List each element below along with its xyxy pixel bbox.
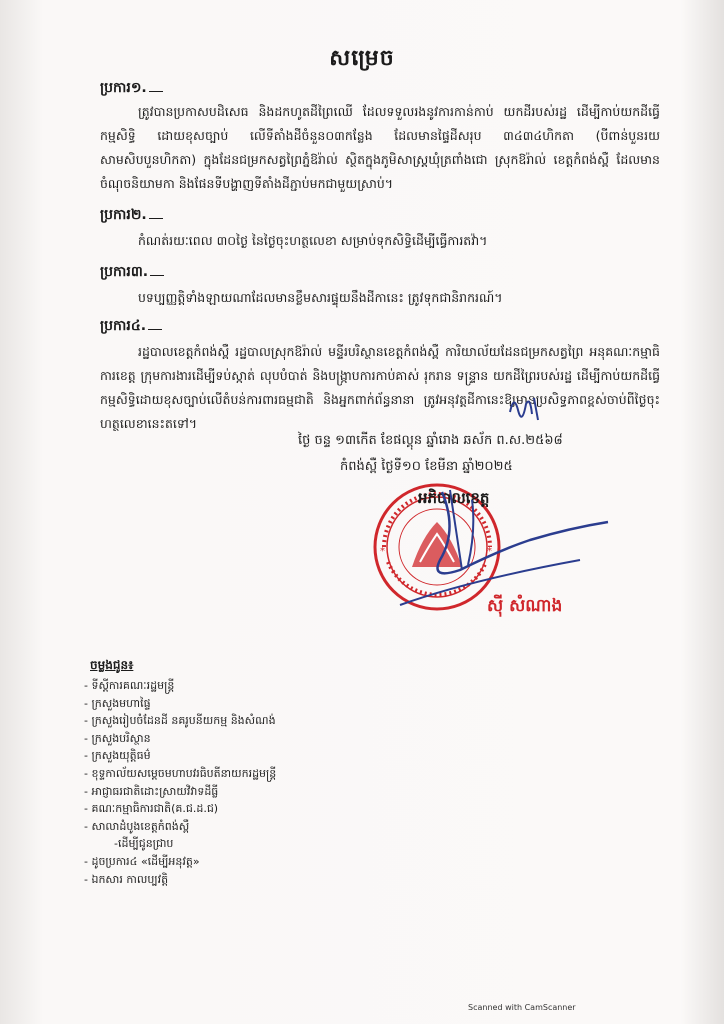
- article-1-label: ប្រការ១.: [100, 78, 163, 99]
- cc-item: - ដើម្បីជូនជ្រាប: [84, 835, 276, 853]
- governor-title: អភិបាលខេត្ត: [418, 489, 490, 507]
- article-4-text: រដ្ឋបាលខេត្តកំពង់ស្ពឺ រដ្ឋបាលស្រុកឱរ៉ាល់ មន្ទីរបរិស្ថានខេត្តកំពង់ស្ពឺ ការិយាល័យដែនជម្រកសត្វព្រៃ អនុគណៈកម្មាធិការខេត្ត ក្រុមការងារដើម្បីទប់ស្កាត់ លុបបំបាត់ និងបង្ក្រាបការកាប់គាស់ រុករាន ទន្ទ្រាន យកដីព្រៃរបស់រដ្ឋ ដើម្បីកាប់យកដីធ្វើកម្មសិទ្ធិដោយខុសច្បាប់លើតំបន់ការពារធម្មជាតិ និងអ្នកពាក់ព័ន្ធនានា ត្រូវអនុវត្តដីកានេះឱ្យមានប្រសិទ្ធភាពខ្ពស់ចាប់ពីថ្ងៃចុះហត្ថលេខានេះតទៅ។: [100, 344, 660, 431]
- cc-item: - ឯកសារ កាលប្បវត្តិ: [84, 871, 276, 889]
- cc-item: - ដូចប្រការ៤ «ដើម្បីអនុវត្ត»: [84, 853, 276, 871]
- article-3-label: ប្រការ៣.: [100, 262, 164, 283]
- article-1-text: ត្រូវបានប្រកាសបដិសេធ និងដកហូតដីព្រៃឈើ ដែលទទួលរងនូវការកាន់កាប់ យកដីរបស់រដ្ឋ ដើម្បីកាប់យកដីធ្វើកម្មសិទ្ធិ ដោយខុសច្បាប់ លើទីតាំងដីចំនួន០៣កន្លែង ដែលមានផ្ទៃដីសរុប ៣៤៣៤ហិកតា (បីពាន់បួនរយសាមសិបបួនហិកតា) ក្នុងដែនជម្រកសត្វព្រៃភ្នំឱរ៉ាល់ ស្ថិតក្នុងភូមិសាស្ត្រឃុំត្រពាំងជោ ស្រុកឱរ៉ាល់ ខេត្តកំពង់ស្ពឺ ដែលមានចំណុចនិយាមកា និងផែនទីបង្ហាញទីតាំងដីភ្ជាប់មកជាមួយស្រាប់។: [100, 104, 660, 191]
- governor-name: ស៊ី សំណាង: [487, 596, 563, 616]
- cc-item: - ក្រសួងរៀបចំដែនដី នគរូបនីយកម្ម និងសំណង់: [84, 712, 276, 730]
- cc-item: - អាជ្ញាធរជាតិដោះស្រាយវិវាទដីធ្លី: [84, 783, 276, 801]
- svg-text:*: *: [487, 546, 492, 557]
- cc-item: - ទីស្តីការគណៈរដ្ឋមន្ត្រី: [84, 677, 276, 695]
- article-2-label: ប្រការ២.: [100, 205, 163, 226]
- article-3-text: បទប្បញ្ញត្តិទាំងឡាយណាដែលមានខ្លឹមសារផ្ទុយនឹងដីកានេះ ត្រូវទុកជានិរាករណ៍។: [138, 290, 503, 305]
- document-title: សម្រេច: [329, 46, 395, 71]
- article-4-label: ប្រការ៤.: [100, 316, 162, 337]
- date-solar: កំពង់ស្ពឺ ថ្ងៃទី១០ ខែមីនា ឆ្នាំ២០២៥: [340, 459, 513, 474]
- cc-item: - ក្រសួងមហាផ្ទៃ: [84, 695, 276, 713]
- cc-item: - ក្រសួងបរិស្ថាន: [84, 730, 276, 748]
- cc-item: - ក្រសួងយុត្តិធម៌: [84, 747, 276, 765]
- date-lunar: ថ្ងៃ ចន្ទ ១៣កើត ខែផល្គុន ឆ្នាំរោង ឆស័ក ព.ស.២៥៦៨: [298, 433, 563, 448]
- cc-item: - សាលាដំបូងខេត្តកំពង់ស្ពឺ: [84, 818, 276, 836]
- scanner-watermark: Scanned with CamScanner: [468, 1003, 576, 1012]
- cc-heading: ចម្លងជូន៖: [90, 658, 134, 672]
- initials-mark: [508, 392, 544, 426]
- article-2-text: កំណត់រយៈពេល ៣០ថ្ងៃ នៃថ្ងៃចុះហត្ថលេខា សម្រាប់ទុកសិទ្ធិដើម្បីធ្វើការតវ៉ា។: [138, 233, 488, 248]
- svg-text:*: *: [380, 546, 385, 557]
- cc-item: - គណៈកម្មាធិការជាតិ(គ.ជ.ដ.ជ): [84, 800, 276, 818]
- cc-item: - ខុទ្ទកាល័យសម្តេចមហាបវរធិបតីនាយករដ្ឋមន្ត្រី: [84, 765, 276, 783]
- cc-list: [84, 677, 276, 888]
